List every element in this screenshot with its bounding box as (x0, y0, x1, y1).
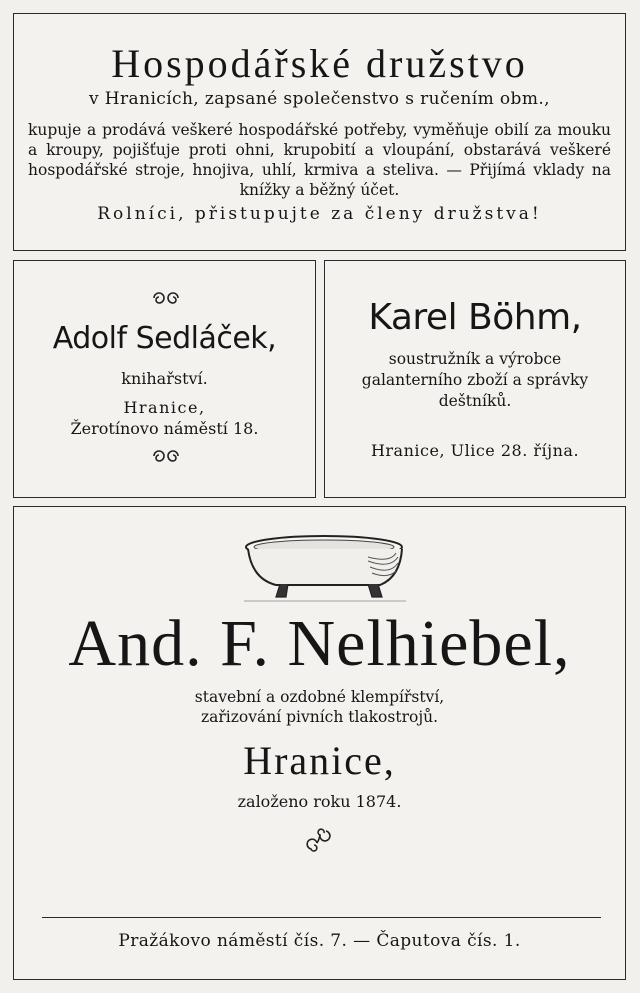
nelhiebel-address: Pražákovo náměstí čís. 7. — Čaputova čís. 1. (118, 931, 521, 951)
nelhiebel-trade (14, 687, 625, 727)
bohm-trade: soustružník a výrobce galanterního zboží a správky deštníků. (361, 350, 589, 410)
nelhiebel-ad (13, 506, 626, 980)
cooperative-ad (13, 13, 626, 251)
sedlacek-name: Adolf Sedláček, (52, 321, 277, 356)
bohm-address: Hranice, Ulice 28. října. (370, 441, 580, 460)
cooperative-subtitle: v Hranicích, zapsané společenstvo s ručením obm., (89, 89, 550, 109)
bathtub-icon (240, 527, 410, 603)
scroll-ornament-icon (304, 825, 338, 855)
bohm-name: Karel Böhm, (368, 297, 582, 338)
sedlacek-address: Žerotínovo náměstí 18. (70, 419, 259, 438)
nelhiebel-founded: založeno roku 1874. (237, 792, 402, 811)
scroll-ornament-icon (150, 449, 182, 463)
sedlacek-city: Hranice, (123, 398, 206, 417)
nelhiebel-trade-line-1: stavební a ozdobné klempířství, (194, 688, 445, 706)
nelhiebel-name: And. F. Nelhiebel, (68, 607, 571, 680)
sedlacek-trade: knihařství. (121, 369, 208, 388)
cooperative-slogan: Rolníci, přistupujte za členy družstva! (97, 204, 542, 224)
bohm-ad (324, 260, 626, 498)
scroll-ornament-icon (150, 291, 182, 305)
nelhiebel-city: Hranice, (243, 738, 396, 783)
nelhiebel-trade-line-2: zařizování pivních tlakostrojů. (200, 708, 439, 726)
divider (42, 917, 601, 918)
sedlacek-ad (13, 260, 316, 498)
cooperative-title: Hospodářské družstvo (111, 41, 528, 86)
cooperative-description: kupuje a prodává veškeré hospodářské potřeby, vyměňuje obilí za mouku a kroupy, pojišťuje proti ohni, krupobití a vloupání, obstarává veškeré hospodářské stroje, hnojiva, uhlí, krmiva a steliva. — Přijímá vklady na knížky a běžný účet. (28, 121, 611, 199)
